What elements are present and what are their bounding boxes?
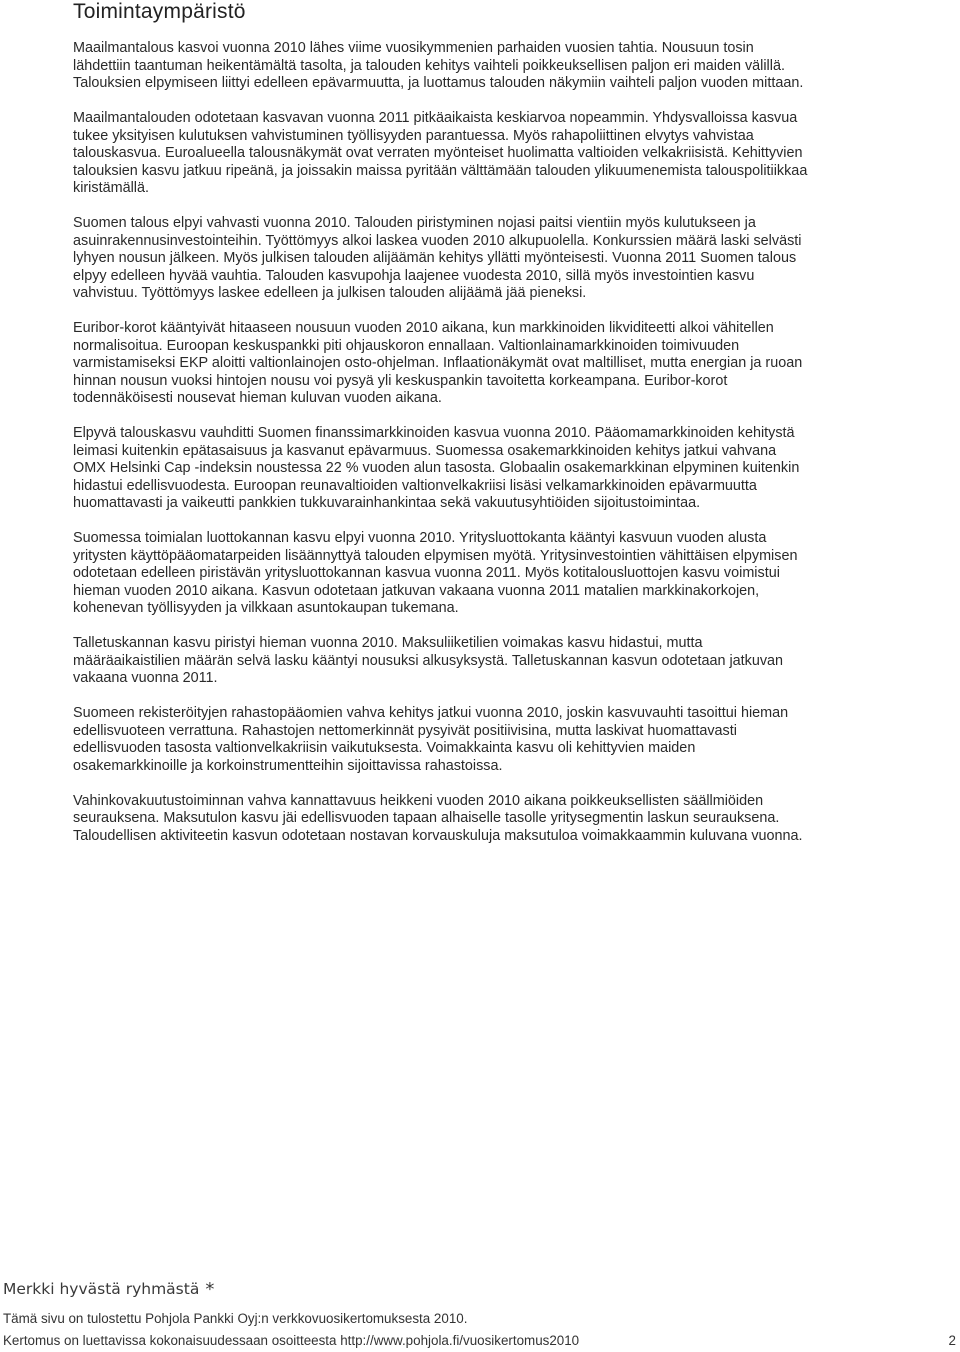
- paragraph-world-economy: Maailmantalous kasvoi vuonna 2010 lähes viime vuosikymmenien parhaiden vuosien tahtia. Nousuun tosin lähdettiin taantuman heikentämältä tasolta, ja talouden kehitys vaihteli poikkeuksellisen paljon eri maiden välillä. Talouksien elpymiseen liittyi edelleen epävarmuutta, ja luottamus talouden näkymiin vaihteli paljon vuoden mittaan.: [73, 40, 804, 91]
- paragraph-world-outlook: Maailmantalouden odotetaan kasvavan vuonna 2011 pitkäaikaista keskiarvoa nopeammin. Yhdysvalloissa kasvua tukee yksityisen kulutuksen vahvistuminen työllisyyden parantuessa. Myös rahapoliittinen elvytys vahvistaa talouskasvua. Euroalueella talousnäkymät ovat verraten myönteiset huolimatta valtioiden velkakriisistä. Kehittyvien talouksien kasvu jatkuu ripeänä, ja joissakin maissa pyritään välttämään talouden ylikuumenemista talouspolitiikkaa kiristämällä.: [73, 110, 808, 196]
- paragraph-deposits: Talletuskannan kasvu piristyi hieman vuonna 2010. Maksuliiketilien voimakas kasvu hidastui, mutta määräaikaistilien määrän selvä lasku kääntyi nousuksi alkusyksystä. Talletuskannan kasvun odotetaan jatkuvan vakaana vuonna 2011.: [73, 635, 784, 686]
- page-number: 2: [948, 1333, 956, 1348]
- page-title: Toimintaympäristö: [73, 0, 246, 23]
- paragraph-finland-economy: Suomen talous elpyi vahvasti vuonna 2010. Talouden piristyminen nojasi paitsi vientiin myös kulutukseen ja asuinrakennusinvestointeihin. Työttömyys alkoi laskea vuoden 2010 alkupuolella. Konkurssien määrä laski selvästi lyhyen nousun jälkeen. Myös julkisen talouden alijäämän kehitys yllätti myönteisesti. Vuonna 2011 Suomen talous elpyy edelleen hyvää vauhtia. Talouden kasvupohja laajenee vuodesta 2010, sillä myös investointien kasvu vahvistuu. Työttömyys laskee edelleen ja julkisen talouden alijäämä jää pieneksi.: [73, 215, 802, 301]
- paragraph-interest-rates: Euribor-korot kääntyivät hitaaseen nousuun vuoden 2010 aikana, kun markkinoiden likviditeetti alkoi vähitellen normalisoitua. Euroopan keskuspankki piti ohjauskoron ennallaan. Valtionlainamarkkinoiden toimivuuden varmistamiseksi EKP aloitti valtionlainojen osto-ohjelman. Inflaationäkymät ovat maltilliset, mutta energian ja ruoan hinnan nousun vuoksi hintojen nousu voi pysyä yli keskuspankin tavoitetta korkeampana. Euribor-korot todennäköisesti nousevat hieman kuluvan vuoden aikana.: [73, 320, 803, 406]
- footer-tagline: [3, 1279, 214, 1300]
- paragraph-loan-portfolio: Suomessa toimialan luottokannan kasvu elpyi vuonna 2010. Yritysluottokanta kääntyi kasvuun vuoden alusta yritysten käyttöpääomatarpeiden lisäännyttyä talouden elpymisen myötä. Yritysinvestointien vähittäisen elpymisen odotetaan edelleen piristävän yritysluottokannan kasvua vuonna 2011. Myös kotitalousluottojen kasvu voimistui hieman vuoden 2010 aikana. Kasvun odotetaan jatkuvan vakaana vuonna 2011 matalien markkinakorkojen, kohenevan työllisyyden ja vilkkaan asuntokaupan tukemana.: [73, 530, 798, 616]
- footer-print-note: Tämä sivu on tulostettu Pohjola Pankki Oyj:n verkkovuosikertomuksesta 2010.: [3, 1311, 468, 1326]
- tagline-text: Merkki hyvästä ryhmästä: [3, 1280, 200, 1298]
- footer-url-note: Kertomus on luettavissa kokonaisuudessaan osoitteesta http://www.pohjola.fi/vuosikertomus2010: [3, 1333, 580, 1348]
- paragraph-mutual-funds: Suomeen rekisteröityjen rahastopääomien vahva kehitys jatkui vuonna 2010, joskin kasvuvauhti tasoittui hieman edellisvuoteen verrattuna. Rahastojen nettomerkinnät pysyivät positiivisina, mutta laskivat huomattavasti edellisvuoden tasosta valtionvelkakriisin vaikutuksesta. Voimakkainta kasvu oli kehittyvien maiden osakemarkkinoille ja korkoinstrumentteihin sijoittavissa rahastoissa.: [73, 705, 789, 774]
- article-body: [73, 40, 933, 863]
- paragraph-non-life-insurance: Vahinkovakuutustoiminnan vahva kannattavuus heikkeni vuoden 2010 aikana poikkeuksellisten säällmiöiden seurauksena. Maksutulon kasvu jäi edellisvuoden tapaan alhaiselle tasolle yritysegmentin laskun seurauksena. Taloudellisen aktiviteetin kasvun odotetaan nostavan korvauskuluja maksutuloa voimakkaammin kuluvana vuonna.: [73, 792, 803, 844]
- paragraph-financial-markets: Elpyvä talouskasvu vauhditti Suomen finanssimarkkinoiden kasvua vuonna 2010. Pääomamarkkinoiden kehitystä leimasi kuitenkin epätasaisuus ja kasvanut epävarmuus. Suomessa osakemarkkinoiden kehitys jatkui vahvana OMX Helsinki Cap -indeksin noustessa 22 % vuoden alun tasosta. Globaalin osakemarkkinan elpyminen kuitenkin hidastui edellisvuodesta. Euroopan reunavaltioiden valtionvelkakriisi lisäsi velkamarkkinoiden epävarmuutta huomattavasti ja vaikeutti pankkien tukkuvarainhankintaa sekä vakuutusyhtiöiden sijoitustoimintaa.: [73, 425, 800, 511]
- star-icon: *: [205, 1279, 215, 1300]
